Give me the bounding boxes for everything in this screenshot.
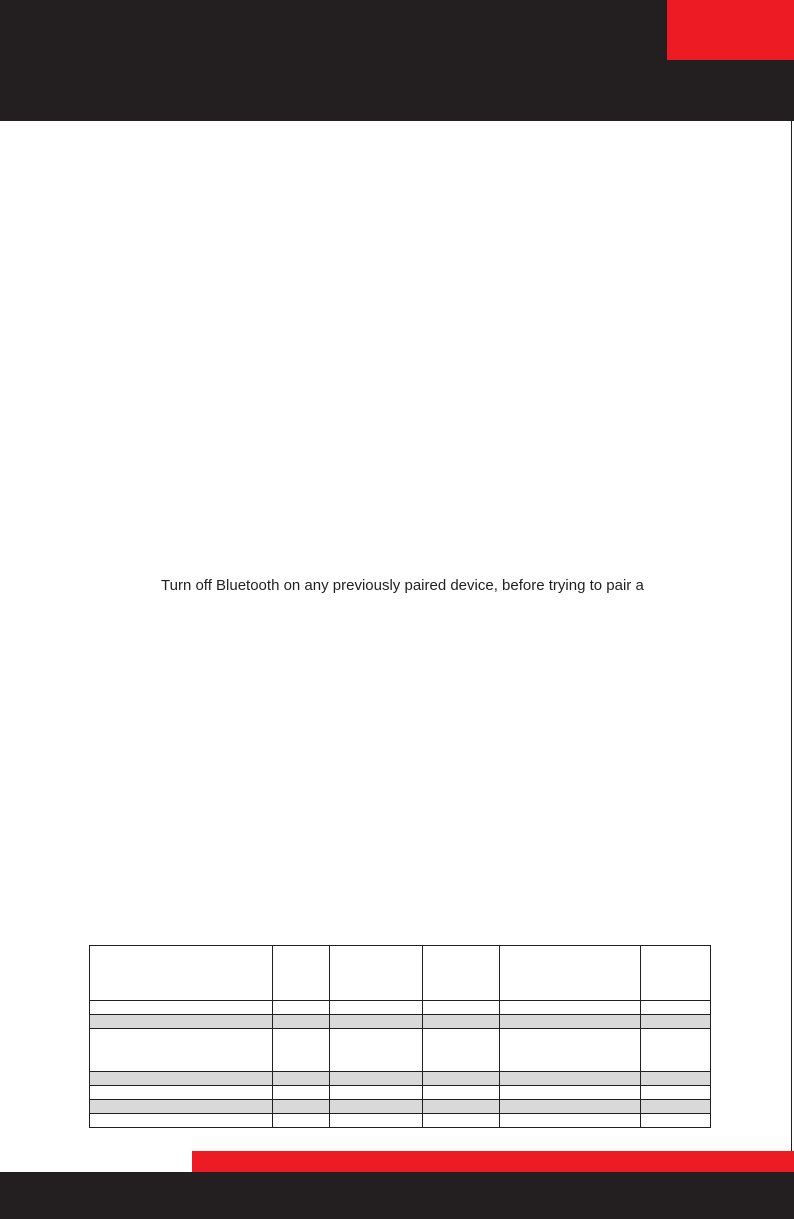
table-cell xyxy=(641,1015,711,1029)
table-cell xyxy=(423,1072,500,1086)
header-accent-block xyxy=(667,0,794,60)
table-cell xyxy=(330,1029,423,1072)
table-row xyxy=(90,1015,711,1029)
table-cell xyxy=(500,1086,641,1100)
table-cell xyxy=(641,1029,711,1072)
table-cell xyxy=(423,1001,500,1015)
footer-bar xyxy=(0,1172,794,1219)
table-cell xyxy=(500,1015,641,1029)
table-cell xyxy=(500,1001,641,1015)
table-cell xyxy=(90,1001,273,1015)
table-cell xyxy=(273,1072,330,1086)
table-header-cell xyxy=(273,946,330,1001)
table-cell xyxy=(330,1114,423,1128)
table-cell xyxy=(423,1029,500,1072)
table-cell xyxy=(90,1072,273,1086)
spec-table xyxy=(89,945,711,1128)
table-cell xyxy=(641,1114,711,1128)
table-cell xyxy=(641,1086,711,1100)
table-cell xyxy=(90,1015,273,1029)
table-row xyxy=(90,1001,711,1015)
table-cell xyxy=(423,1114,500,1128)
table-cell xyxy=(330,1072,423,1086)
table-row xyxy=(90,1114,711,1128)
table-cell xyxy=(330,1015,423,1029)
table-cell xyxy=(500,1100,641,1114)
table-cell xyxy=(641,1072,711,1086)
table-header-row xyxy=(90,946,711,1001)
table-cell xyxy=(90,1086,273,1100)
table-cell xyxy=(90,1100,273,1114)
table-cell xyxy=(330,1100,423,1114)
table-cell xyxy=(273,1114,330,1128)
table-cell xyxy=(90,1029,273,1072)
table-row xyxy=(90,1029,711,1072)
table-cell xyxy=(500,1029,641,1072)
table-cell xyxy=(423,1086,500,1100)
table-header-cell xyxy=(423,946,500,1001)
table-cell xyxy=(273,1015,330,1029)
table-cell xyxy=(423,1100,500,1114)
table-cell xyxy=(273,1029,330,1072)
table-cell xyxy=(273,1001,330,1015)
table-row xyxy=(90,1100,711,1114)
table-row xyxy=(90,1072,711,1086)
table-cell xyxy=(330,1086,423,1100)
page-edge-line xyxy=(791,121,792,1171)
table-cell xyxy=(641,1001,711,1015)
bluetooth-note: Turn off Bluetooth on any previously paired device, before trying to pair a xyxy=(161,577,644,594)
table-cell xyxy=(90,1114,273,1128)
table-header-cell xyxy=(641,946,711,1001)
table-header-cell xyxy=(90,946,273,1001)
table-cell xyxy=(641,1100,711,1114)
table-cell xyxy=(423,1015,500,1029)
table-cell xyxy=(273,1100,330,1114)
table-row xyxy=(90,1086,711,1100)
footer-accent-stripe xyxy=(192,1151,794,1172)
table-header-cell xyxy=(500,946,641,1001)
table-cell xyxy=(500,1114,641,1128)
table-header-cell xyxy=(330,946,423,1001)
table-cell xyxy=(273,1086,330,1100)
table-cell xyxy=(500,1072,641,1086)
table-cell xyxy=(330,1001,423,1015)
